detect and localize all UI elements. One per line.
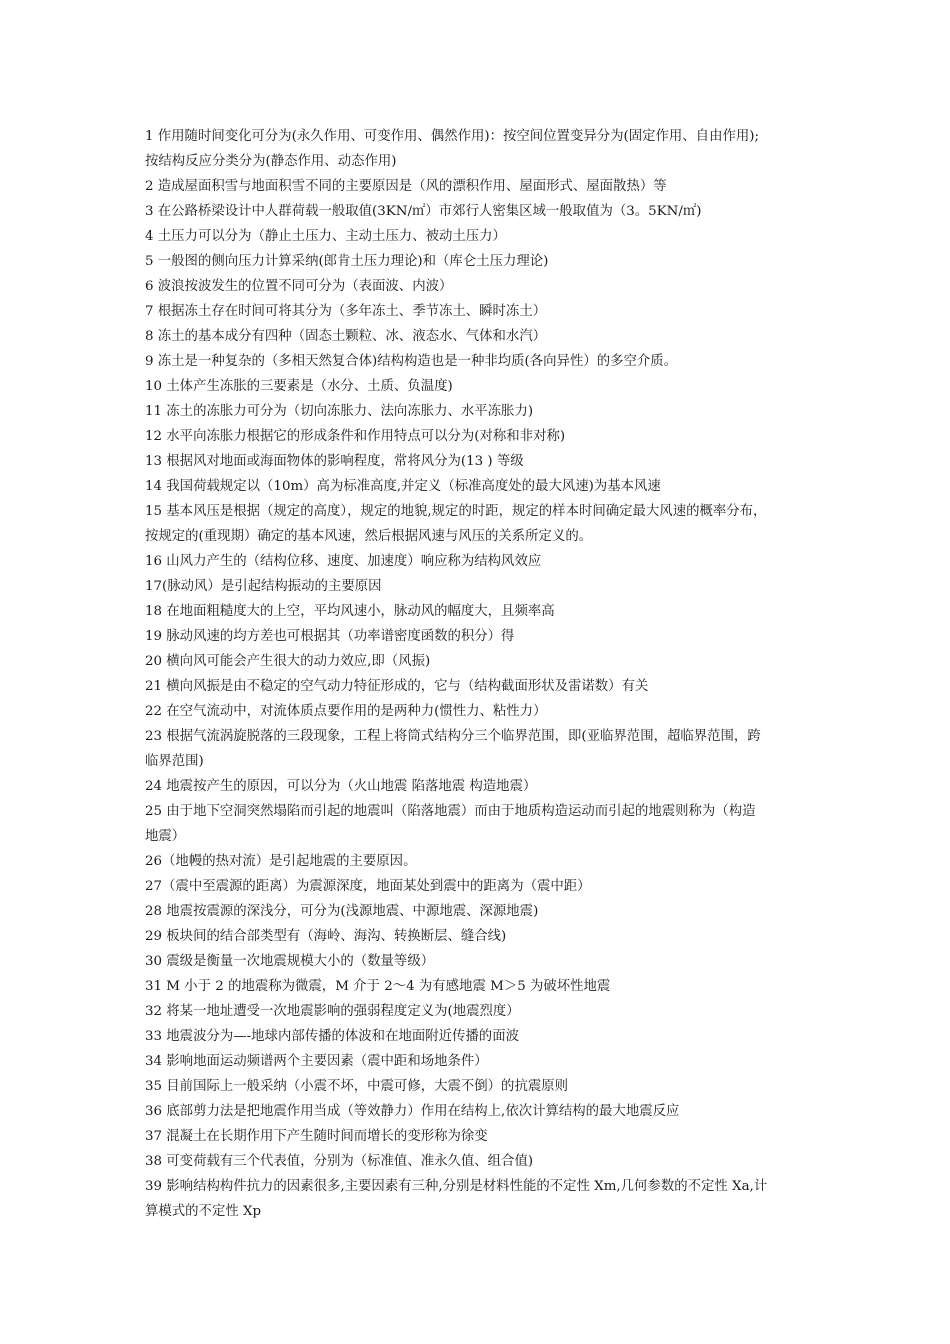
text-line: 18 在地面粗糙度大的上空，平均风速小，脉动风的幅度大，且频率高 [145, 604, 555, 619]
text-line: 19 脉动风速的均方差也可根据其（功率谱密度函数的积分）得 [145, 629, 515, 644]
text-line: 27（震中至震源的距离）为震源深度，地面某处到震中的距离为（震中距） [145, 879, 591, 894]
text-line: 3 在公路桥梁设计中人群荷载一般取值(3KN/㎡）市郊行人密集区域一般取值为（3。5KN/㎡) [145, 204, 702, 219]
text-line: 16 山风力产生的（结构位移、速度、加速度）响应称为结构风效应 [145, 554, 542, 569]
text-line: 34 影响地面运动频谱两个主要因素（震中距和场地条件） [145, 1054, 488, 1069]
text-line: 14 我国荷载规定以（10m）高为标准高度,并定义（标准高度处的最大风速)为基本风速 [145, 479, 661, 494]
text-line: 5 一般图的侧向压力计算采纳(郎肯土压力理论)和（库仑土压力理论) [145, 254, 549, 269]
text-line: 6 波浪按波发生的位置不同可分为（表面波、内波） [145, 279, 453, 294]
text-line: 1 作用随时间变化可分为(永久作用、可变作用、偶然作用)：按空间位置变异分为(固定作用、自由作用); [145, 129, 759, 144]
text-line: 8 冻土的基本成分有四种（固态土颗粒、冰、液态水、气体和水汽） [145, 329, 547, 344]
text-line: 4 土压力可以分为（静止土压力、主动土压力、被动土压力） [145, 229, 506, 244]
text-line: 13 根据风对地面或海面物体的影响程度，常将风分为(13 ) 等级 [145, 454, 524, 469]
text-line: 29 板块间的结合部类型有（海岭、海沟、转换断层、缝合线) [145, 929, 507, 944]
text-line: 20 横向风可能会产生很大的动力效应,即（风振) [145, 654, 431, 669]
text-line: 38 可变荷载有三个代表值，分别为（标准值、准永久值、组合值) [145, 1154, 534, 1169]
text-line: 临界范围) [145, 754, 204, 769]
text-line: 12 水平向冻胀力根据它的形成条件和作用特点可以分为(对称和非对称) [145, 429, 566, 444]
text-line: 按规定的(重现期）确定的基本风速，然后根据风速与风压的关系所定义的。 [145, 529, 593, 544]
text-line: 39 影响结构构件抗力的因素很多,主要因素有三种,分别是材料性能的不定性 Xm,几何参数的不定性 Xa,计 [145, 1179, 768, 1194]
text-line: 2 造成屋面积雪与地面积雪不同的主要原因是（风的漂积作用、屋面形式、屋面散热）等 [145, 179, 667, 194]
text-line: 32 将某一地址遭受一次地震影响的强弱程度定义为(地震烈度） [145, 1004, 520, 1019]
text-line: 17(脉动风）是引起结构振动的主要原因 [145, 579, 382, 594]
text-line: 21 横向风振是由不稳定的空气动力特征形成的，它与（结构截面形状及雷诺数）有关 [145, 679, 649, 694]
text-line: 36 底部剪力法是把地震作用当成（等效静力）作用在结构上,依次计算结构的最大地震反应 [145, 1104, 680, 1119]
text-line: 37 混凝土在长期作用下产生随时间而增长的变形称为徐变 [145, 1129, 488, 1144]
text-line: 15 基本风压是根据（规定的高度），规定的地貌,规定的时距，规定的样本时间确定最大风速的概率分布， [145, 504, 767, 519]
text-line: 33 地震波分为—-地球内部传播的体波和在地面附近传播的面波 [145, 1029, 519, 1044]
text-line: 31 M 小于 2 的地震称为微震，M 介于 2～4 为有感地震 M＞5 为破坏性地震 [145, 979, 611, 994]
text-line: 28 地震按震源的深浅分，可分为(浅源地震、中源地震、深源地震) [145, 904, 539, 919]
text-line: 11 冻土的冻胀力可分为（切向冻胀力、法向冻胀力、水平冻胀力) [145, 404, 534, 419]
text-line: 35 目前国际上一般采纳（小震不坏，中震可修，大震不倒）的抗震原则 [145, 1079, 569, 1094]
text-line: 算模式的不定性 Xp [145, 1204, 262, 1219]
text-line: 23 根据气流涡旋脱落的三段现象，工程上将筒式结构分三个临界范围，即(亚临界范围，超临界范围，跨 [145, 729, 761, 744]
document-body [145, 124, 825, 1224]
text-line: 30 震级是衡量一次地震规模大小的（数量等级） [145, 954, 435, 969]
text-line: 按结构反应分类分为(静态作用、动态作用) [145, 154, 397, 169]
text-line: 地震） [145, 829, 186, 844]
text-line: 24 地震按产生的原因，可以分为（火山地震 陷落地震 构造地震） [145, 779, 537, 794]
text-line: 26（地幔的热对流）是引起地震的主要原因。 [145, 854, 417, 869]
text-line: 9 冻土是一种复杂的（多相天然复合体)结构构造也是一种非均质(各向异性）的多空介质。 [145, 354, 678, 369]
text-line: 25 由于地下空洞突然塌陷而引起的地震叫（陷落地震）而由于地质构造运动而引起的地震则称为（构造 [145, 804, 756, 819]
text-line: 22 在空气流动中，对流体质点要作用的是两种力(惯性力、粘性力） [145, 704, 547, 719]
text-line: 10 土体产生冻胀的三要素是（水分、土质、负温度) [145, 379, 453, 394]
text-line: 7 根据冻土存在时间可将其分为（多年冻土、季节冻土、瞬时冻土） [145, 304, 547, 319]
